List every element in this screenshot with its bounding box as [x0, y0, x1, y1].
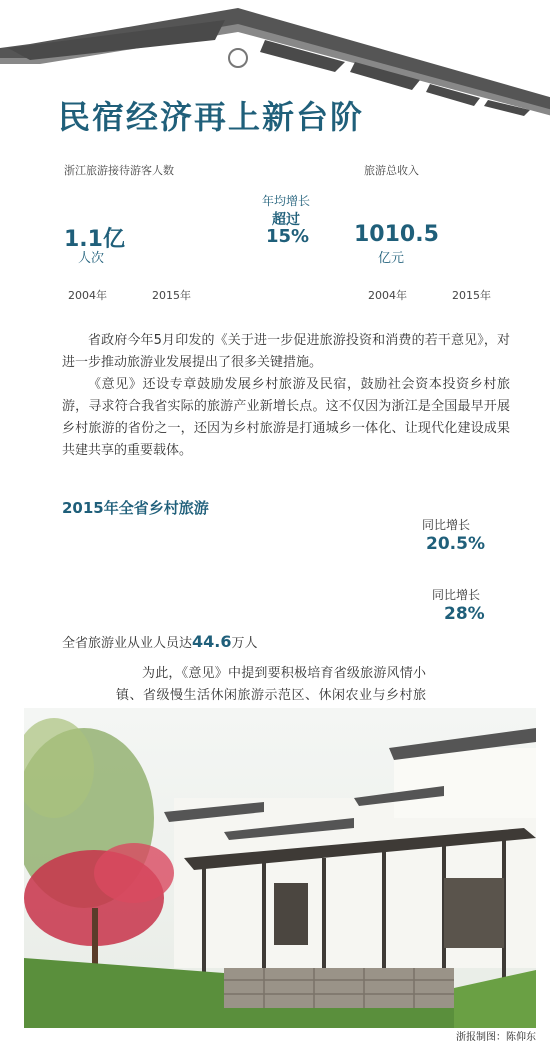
image-credit: 浙报制图：陈仰东	[456, 1032, 536, 1043]
page-title: 民宿经济再上新台阶	[58, 98, 365, 136]
revenue-unit: 亿元	[378, 251, 405, 266]
revenue-value: 1010.5	[354, 222, 439, 247]
rural-heading: 2015年全省乡村旅游	[62, 499, 209, 517]
visitors-year-start: 2004年	[68, 289, 107, 302]
visitors-value: 1.1亿	[64, 227, 125, 252]
revenue-year-start: 2004年	[368, 289, 407, 302]
paragraph-1: 省政府今年5月印发的《关于进一步促进旅游投资和消费的若干意见》，对进一步推动旅游业发展提出了很多关键措施。	[62, 333, 510, 370]
rural-growth2-value: 28%	[444, 604, 485, 624]
visitors-unit: 人次	[78, 251, 105, 266]
employment-line	[62, 632, 258, 651]
employment-prefix: 全省旅游业从业人员达	[62, 636, 193, 651]
revenue-year-end: 2015年	[452, 289, 491, 302]
rural-growth1-value: 20.5%	[426, 534, 485, 554]
growth-line1: 年均增长	[262, 194, 311, 208]
employment-value: 44.6	[192, 632, 232, 651]
rural-growth1-label: 同比增长	[422, 518, 471, 532]
closing-paragraph: 为此，《意见》中提到要积极培育省级旅游风情小镇、省级慢生活休闲旅游示范区、休闲农业与乡村旅	[116, 666, 426, 703]
rural-growth2-label: 同比增长	[432, 588, 481, 602]
growth-line2: 超过	[272, 212, 300, 228]
growth-value: 15%	[266, 226, 310, 247]
revenue-label: 旅游总收入	[364, 164, 419, 177]
visitors-label: 浙江旅游接待游客人数	[64, 164, 174, 177]
employment-suffix: 万人	[231, 636, 258, 651]
village-house-photo	[24, 708, 536, 1028]
visitors-year-end: 2015年	[152, 289, 191, 302]
paragraph-2: 《意见》还设专章鼓励发展乡村旅游及民宿，鼓励社会资本投资乡村旅游，寻求符合我省实际的旅游产业新增长点。这不仅因为浙江是全国最早开展乡村旅游的省份之一，还因为乡村旅游是打通城乡一体化、让现代化建设成果共建共享的重要载体。	[62, 377, 510, 458]
